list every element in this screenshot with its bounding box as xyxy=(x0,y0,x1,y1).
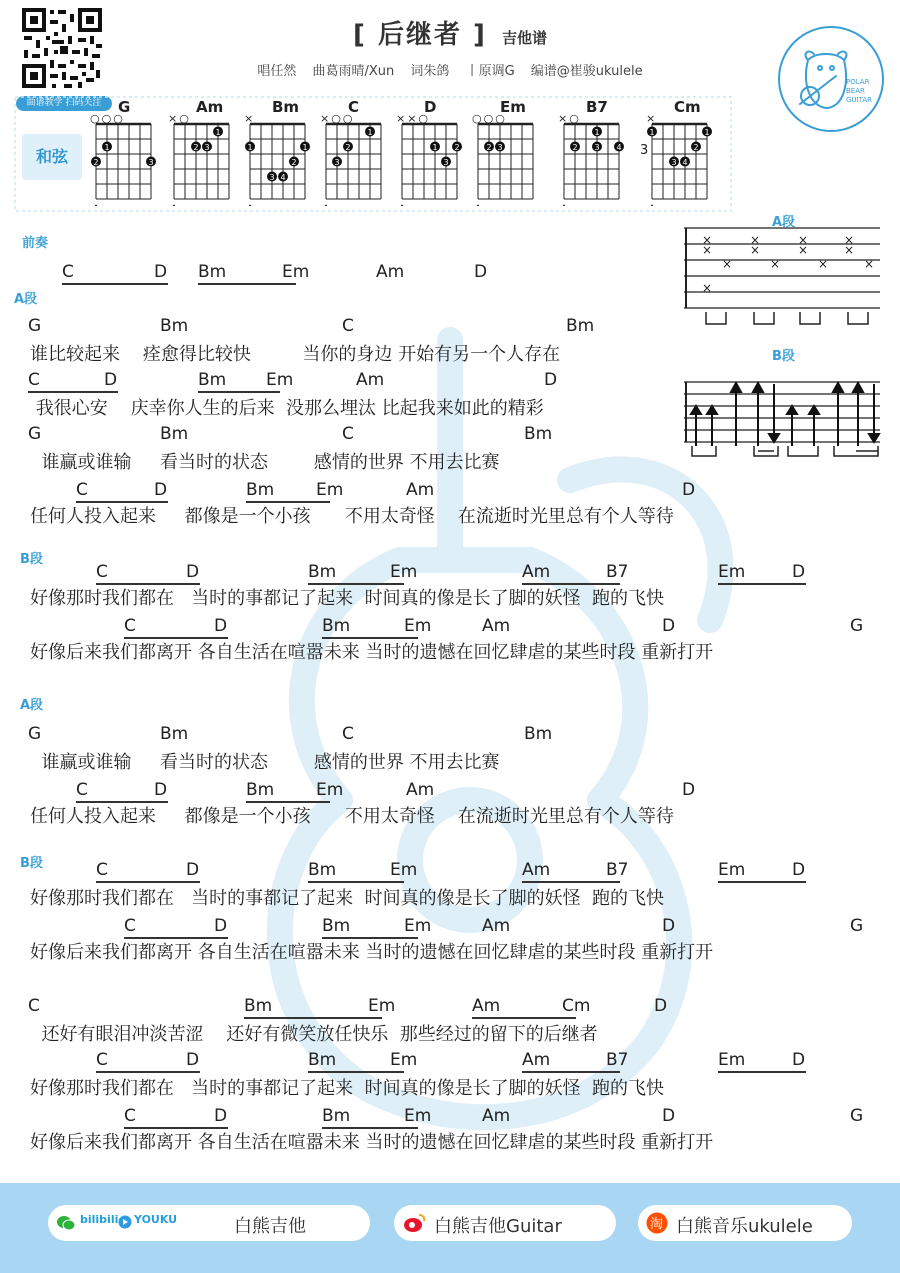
chord-open-marks: ○○○ xyxy=(90,112,125,125)
chord-symbol: Em xyxy=(404,616,432,636)
chord-symbol: Cm xyxy=(562,996,591,1016)
chord-symbol: Bm xyxy=(322,1106,351,1126)
chord-symbol: B7 xyxy=(606,562,629,582)
chord-underline xyxy=(522,1071,620,1073)
svg-text:3: 3 xyxy=(148,158,154,167)
credit-singer: 唱任然 xyxy=(257,64,297,79)
chord-underline xyxy=(198,283,296,285)
chord-symbol: C xyxy=(342,316,354,336)
svg-text:×: × xyxy=(798,233,809,247)
strum-label-b: B段 xyxy=(772,349,795,364)
svg-text:3: 3 xyxy=(671,158,677,167)
chord-underline xyxy=(28,391,118,393)
chord-symbol: C xyxy=(96,1050,108,1070)
chord-underline xyxy=(718,1071,806,1073)
lyric-line: 任何人投入起来 都像是一个小孩 不用太奇怪 在流逝时光里总有个人等待 xyxy=(30,506,674,527)
svg-text:2: 2 xyxy=(572,143,578,152)
chord-panel-label: 和弦 xyxy=(22,134,82,180)
chord-symbol: Am xyxy=(406,780,435,800)
chord-symbol: Em xyxy=(266,370,294,390)
chord-symbol: D xyxy=(682,780,696,800)
chord-symbol: Am xyxy=(376,262,405,282)
chord-name-am: Am xyxy=(196,98,224,116)
svg-text:×: × xyxy=(702,243,713,257)
chord-symbol: G xyxy=(28,424,42,444)
chord-symbol: C xyxy=(28,370,40,390)
chord-symbol: D xyxy=(474,262,488,282)
chord-underline xyxy=(198,391,280,393)
chord-underline xyxy=(308,881,404,883)
chord-symbol: Am xyxy=(482,916,511,936)
chord-symbol: Em xyxy=(718,1050,746,1070)
chord-underline xyxy=(322,637,418,639)
section-intro: 前奏 xyxy=(22,236,49,251)
chord-symbol: Bm xyxy=(322,616,351,636)
weibo-icon[interactable] xyxy=(402,1212,426,1234)
chord-underline xyxy=(124,1127,228,1129)
chord-symbol: Bm xyxy=(322,916,351,936)
chord-symbol: G xyxy=(850,916,864,936)
svg-text:2: 2 xyxy=(93,158,99,167)
chord-underline xyxy=(718,881,806,883)
svg-text:4: 4 xyxy=(682,158,688,167)
chord-symbol: B7 xyxy=(606,860,629,880)
credit-composer: 曲葛雨晴/Xun xyxy=(312,64,395,79)
chord-symbol: C xyxy=(124,916,136,936)
chord-symbol: C xyxy=(124,1106,136,1126)
section-b2: B段 xyxy=(20,856,43,871)
svg-text:3: 3 xyxy=(269,173,275,182)
svg-text:×: × xyxy=(818,257,829,271)
chord-symbol: Bm xyxy=(524,724,553,744)
section-a2: A段 xyxy=(20,698,44,713)
svg-text:1: 1 xyxy=(594,128,600,137)
chord-symbol: Bm xyxy=(246,480,275,500)
chord-underline xyxy=(246,801,330,803)
chord-symbol: D xyxy=(662,1106,676,1126)
chord-symbol: Bm xyxy=(308,562,337,582)
chord-underline xyxy=(96,583,200,585)
chord-symbol: Bm xyxy=(308,860,337,880)
chord-underline xyxy=(322,1127,418,1129)
chord-symbol: C xyxy=(28,996,40,1016)
title-bracket-close: ] xyxy=(473,20,487,50)
chord-symbol: Em xyxy=(316,480,344,500)
footer-name-2[interactable]: 白熊吉他Guitar xyxy=(434,1216,562,1237)
chord-symbol: D xyxy=(544,370,558,390)
chord-symbol: G xyxy=(28,316,42,336)
chord-symbol: Am xyxy=(356,370,385,390)
chord-symbol: C xyxy=(76,480,88,500)
footer-name-3[interactable]: 白熊音乐ukulele xyxy=(676,1216,813,1237)
chord-diagram-c xyxy=(318,114,388,206)
svg-text:×: × xyxy=(798,243,809,257)
chord-symbol: Am xyxy=(482,616,511,636)
chord-underline xyxy=(244,1017,382,1019)
lyric-line: 谁赢或谁输 看当时的状态 感情的世界 不用去比赛 xyxy=(30,452,500,473)
chord-symbol: Bm xyxy=(198,262,227,282)
chord-symbol: D xyxy=(154,480,168,500)
svg-text:2: 2 xyxy=(454,143,460,152)
chord-symbol: Bm xyxy=(160,316,189,336)
lyric-line: 还好有眼泪冲淡苦涩 还好有微笑放任快乐 那些经过的留下的后继者 xyxy=(30,1024,598,1045)
svg-text:×: × xyxy=(770,257,781,271)
chord-symbol: Bm xyxy=(246,780,275,800)
chord-symbol: D xyxy=(792,860,806,880)
credit-key: 丨原调G xyxy=(465,64,515,79)
chord-symbol: B7 xyxy=(606,1050,629,1070)
lyric-line: 谁比较起来 痊愈得比较快 当你的身边 开始有另一个人存在 xyxy=(30,344,561,365)
svg-text:1: 1 xyxy=(215,128,221,137)
chord-underline xyxy=(62,283,168,285)
lyric-line: 我很心安 庆幸你人生的后来 没那么埋汰 比起我来如此的精彩 xyxy=(30,398,544,419)
chord-symbol: Em xyxy=(390,562,418,582)
chord-diagram-am xyxy=(166,114,236,206)
chord-symbol: C xyxy=(342,424,354,444)
chord-symbol: Em xyxy=(368,996,396,1016)
chord-diagram-b7 xyxy=(556,114,626,206)
chord-name-d: D xyxy=(424,98,437,116)
chord-symbol: C xyxy=(62,262,74,282)
chord-symbol: D xyxy=(654,996,668,1016)
chord-symbol: D xyxy=(792,1050,806,1070)
svg-text:1: 1 xyxy=(704,128,710,137)
chord-symbol: D xyxy=(186,860,200,880)
chord-diagram-em xyxy=(470,114,540,206)
chord-symbol: D xyxy=(662,916,676,936)
chord-open-marks: ×○ xyxy=(168,112,191,125)
svg-text:2: 2 xyxy=(291,158,297,167)
fret-number-label: 3 xyxy=(640,143,649,158)
svg-text:3: 3 xyxy=(497,143,503,152)
chord-symbol: C xyxy=(96,860,108,880)
svg-text:×: × xyxy=(844,233,855,247)
credits-line xyxy=(0,60,900,79)
logo-text-bear: BEAR xyxy=(846,87,865,95)
chord-symbol: D xyxy=(186,562,200,582)
lyric-line: 好像那时我们都在 当时的事都记了起来 时间真的像是长了脚的妖怪 跑的飞快 xyxy=(30,888,665,909)
svg-text:4: 4 xyxy=(280,173,286,182)
svg-text:1: 1 xyxy=(367,128,373,137)
chord-symbol: Em xyxy=(718,860,746,880)
svg-text:1: 1 xyxy=(302,143,308,152)
chord-open-marks: ×○○ xyxy=(320,112,355,125)
chord-underline xyxy=(322,937,418,939)
lyric-line: 好像后来我们都离开 各自生活在喧嚣未来 当时的遗憾在回忆肆虐的某些时段 重新打开 xyxy=(30,1132,714,1153)
credit-arranger: 编谱@崔骏ukulele xyxy=(530,64,643,79)
chord-symbol: Bm xyxy=(524,424,553,444)
chord-symbol: Bm xyxy=(308,1050,337,1070)
chord-symbol: Bm xyxy=(244,996,273,1016)
chord-underline xyxy=(718,583,806,585)
bilibili-label[interactable]: bilibili xyxy=(80,1213,119,1226)
svg-text:3: 3 xyxy=(204,143,210,152)
chord-symbol: Em xyxy=(404,1106,432,1126)
lyric-line: 好像那时我们都在 当时的事都记了起来 时间真的像是长了脚的妖怪 跑的飞快 xyxy=(30,1078,665,1099)
wechat-icon[interactable] xyxy=(56,1213,76,1233)
chord-underline xyxy=(522,881,620,883)
song-title: 后继者 xyxy=(377,20,462,50)
chord-symbol: Bm xyxy=(566,316,595,336)
svg-text:2: 2 xyxy=(193,143,199,152)
taobao-icon[interactable] xyxy=(646,1212,668,1234)
chord-open-marks: × xyxy=(244,112,256,125)
chord-symbol: C xyxy=(124,616,136,636)
svg-text:1: 1 xyxy=(247,143,253,152)
chord-symbol: Em xyxy=(390,1050,418,1070)
chord-name-em: Em xyxy=(500,98,526,116)
chord-symbol: Bm xyxy=(198,370,227,390)
svg-text:2: 2 xyxy=(693,143,699,152)
section-a1: A段 xyxy=(14,292,38,307)
chord-symbol: D xyxy=(154,262,168,282)
title-suffix: 吉他谱 xyxy=(501,29,547,47)
lyric-line: 任何人投入起来 都像是一个小孩 不用太奇怪 在流逝时光里总有个人等待 xyxy=(30,806,674,827)
chord-open-marks: ×○ xyxy=(558,112,581,125)
chord-diagram-d xyxy=(394,114,464,206)
lyric-line: 好像后来我们都离开 各自生活在喧嚣未来 当时的遗憾在回忆肆虐的某些时段 重新打开 xyxy=(30,642,714,663)
chord-symbol: Am xyxy=(406,480,435,500)
svg-text:×: × xyxy=(864,257,875,271)
chord-symbol: D xyxy=(792,562,806,582)
qr-caption: 曲谱教学 扫码关注 xyxy=(16,96,112,111)
svg-text:4: 4 xyxy=(616,143,622,152)
chord-symbol: G xyxy=(28,724,42,744)
chord-open-marks: ○○○ xyxy=(472,112,507,125)
chord-name-c: C xyxy=(348,98,360,116)
chord-underline xyxy=(308,1071,404,1073)
chord-underline xyxy=(308,583,404,585)
chord-underline xyxy=(76,801,168,803)
page-title xyxy=(0,14,900,51)
svg-text:×: × xyxy=(702,233,713,247)
svg-text:2: 2 xyxy=(486,143,492,152)
chord-name-cm: Cm xyxy=(674,98,701,116)
chord-symbol: Em xyxy=(282,262,310,282)
svg-text:×: × xyxy=(750,243,761,257)
svg-text:×: × xyxy=(702,281,713,295)
lyric-line: 谁赢或谁输 看当时的状态 感情的世界 不用去比赛 xyxy=(30,752,500,773)
strum-label-a: A段 xyxy=(772,215,796,230)
svg-text:2: 2 xyxy=(345,143,351,152)
chord-symbol: D xyxy=(214,916,228,936)
svg-text:×: × xyxy=(722,257,733,271)
chord-underline xyxy=(124,937,228,939)
chord-open-marks: ××○ xyxy=(396,112,431,125)
logo-text-polar: POLAR xyxy=(846,78,870,86)
chord-symbol: D xyxy=(682,480,696,500)
chord-name-bm: Bm xyxy=(272,98,300,116)
chord-symbol: Am xyxy=(482,1106,511,1126)
chord-symbol: D xyxy=(186,1050,200,1070)
chord-symbol: C xyxy=(96,562,108,582)
svg-text:1: 1 xyxy=(432,143,438,152)
youku-label[interactable]: YOUKU xyxy=(134,1213,178,1226)
svg-text:1: 1 xyxy=(104,143,110,152)
chord-underline xyxy=(522,583,620,585)
chord-symbol: Am xyxy=(472,996,501,1016)
chord-symbol: Em xyxy=(316,780,344,800)
svg-text:3: 3 xyxy=(594,143,600,152)
strum-pattern-panel xyxy=(682,206,882,466)
chord-underline xyxy=(246,501,330,503)
polar-bear-guitar-logo-icon xyxy=(776,24,886,134)
chord-diagram-cm xyxy=(644,114,714,206)
title-bracket-open: [ xyxy=(353,20,367,50)
credit-lyricist: 词朱鸽 xyxy=(410,64,450,79)
chord-symbol: Am xyxy=(522,562,551,582)
logo-text-guitar: GUITAR xyxy=(846,96,872,104)
chord-symbol: D xyxy=(214,1106,228,1126)
chord-symbol: D xyxy=(214,616,228,636)
svg-text:×: × xyxy=(750,233,761,247)
lyric-line: 好像后来我们都离开 各自生活在喧嚣未来 当时的遗憾在回忆肆虐的某些时段 重新打开 xyxy=(30,942,714,963)
chord-symbol: D xyxy=(662,616,676,636)
youku-play-icon xyxy=(118,1215,132,1229)
chord-open-marks: × xyxy=(646,112,658,125)
chord-symbol: C xyxy=(76,780,88,800)
chord-underline xyxy=(96,1071,200,1073)
chord-symbol: C xyxy=(342,724,354,744)
svg-text:1: 1 xyxy=(649,128,655,137)
chord-diagram-bm xyxy=(242,114,312,206)
section-b1: B段 xyxy=(20,552,43,567)
chord-symbol: Bm xyxy=(160,724,189,744)
chord-underline xyxy=(124,637,228,639)
svg-text:淘: 淘 xyxy=(650,1217,664,1232)
chord-symbol: Em xyxy=(404,916,432,936)
svg-text:3: 3 xyxy=(334,158,340,167)
chord-name-g: G xyxy=(118,98,131,116)
chord-symbol: G xyxy=(850,1106,864,1126)
chord-diagram-g xyxy=(88,114,158,206)
chord-symbol: D xyxy=(104,370,118,390)
chord-underline xyxy=(472,1017,576,1019)
chord-symbol: Am xyxy=(522,860,551,880)
chord-symbol: Am xyxy=(522,1050,551,1070)
svg-text:×: × xyxy=(844,243,855,257)
chord-underline xyxy=(96,881,200,883)
footer-name-1[interactable]: 白熊吉他 xyxy=(234,1216,306,1237)
chord-underline xyxy=(76,501,168,503)
lyric-line: 好像那时我们都在 当时的事都记了起来 时间真的像是长了脚的妖怪 跑的飞快 xyxy=(30,588,665,609)
svg-text:3: 3 xyxy=(443,158,449,167)
chord-symbol: Em xyxy=(718,562,746,582)
chord-symbol: G xyxy=(850,616,864,636)
chord-symbol: D xyxy=(154,780,168,800)
chord-symbol: Em xyxy=(390,860,418,880)
chord-name-b7: B7 xyxy=(586,98,608,116)
chord-symbol: Bm xyxy=(160,424,189,444)
